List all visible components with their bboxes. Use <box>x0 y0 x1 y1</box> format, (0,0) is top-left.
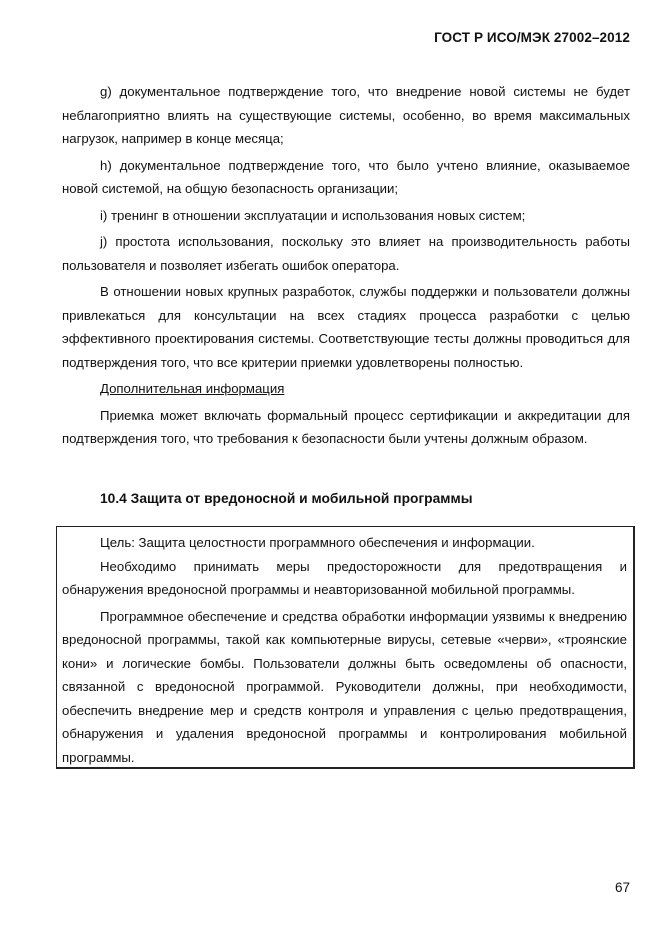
additional-info-heading <box>62 377 630 401</box>
paragraph-acceptance: Приемка может включать формальный процесс сертификации и аккредитации для подтверждения того, что требования к безопасности были учтены должным образом. <box>62 407 630 446</box>
objective-paragraph-2: Программное обеспечение и средства обработки информации уязвимы к внедрению вредоносной программы, такой как компьютерные вирусы, сетевые «черви», «троянские кони» и логические бомбы. Пользователи должны быть осведомлены об опасности, связанной с вредоносной программой. Руководители должны, при необходимости, обеспечить внедрение мер и средств контроля и управления с целью предотвращения, обнаружения и удаления вредоносной программы и контролирования мобильной программы. <box>62 608 627 765</box>
paragraph-item-g: g) документальное подтверждение того, что внедрение новой системы не будет неблагоприятно влиять на существующие системы, особенно, во время максимальных нагрузок, например в конце месяца; <box>62 84 630 146</box>
page-number: 67 <box>614 880 630 895</box>
additional-info-label: Дополнительная информация <box>100 381 285 396</box>
paragraph-development: В отношении новых крупных разработок, службы поддержки и пользователи должны привлекаться для консультации на всех стадиях процесса разработки с целью эффективного проектирования системы. Соответствующие тесты должны проводиться для подтверждения того, что все критерии приемки удовлетворены полностью. <box>62 284 630 370</box>
paragraph-item-h: h) документальное подтверждение того, что было учтено влияние, оказываемое новой системой, на общую безопасность организации; <box>62 157 630 196</box>
standard-header: ГОСТ Р ИСО/МЭК 27002–2012 <box>434 30 630 45</box>
objective-goal: Цель: Защита целостности программного обеспечения и информации. <box>100 535 535 550</box>
paragraph-item-j: j) простота использования, поскольку это влияет на производительность работы пользователя и позволяет избегать ошибок оператора. <box>62 234 630 273</box>
body-text <box>62 80 630 451</box>
paragraph-item-i: i) тренинг в отношении эксплуатации и использования новых систем; <box>100 207 526 223</box>
objective-box <box>56 526 635 769</box>
section-heading: 10.4 Защита от вредоносной и мобильной программы <box>100 491 473 506</box>
objective-paragraph-1: Необходимо принимать меры предосторожности для предотвращения и обнаружения вредоносной программы и неавторизованной мобильной программы. <box>62 558 627 597</box>
